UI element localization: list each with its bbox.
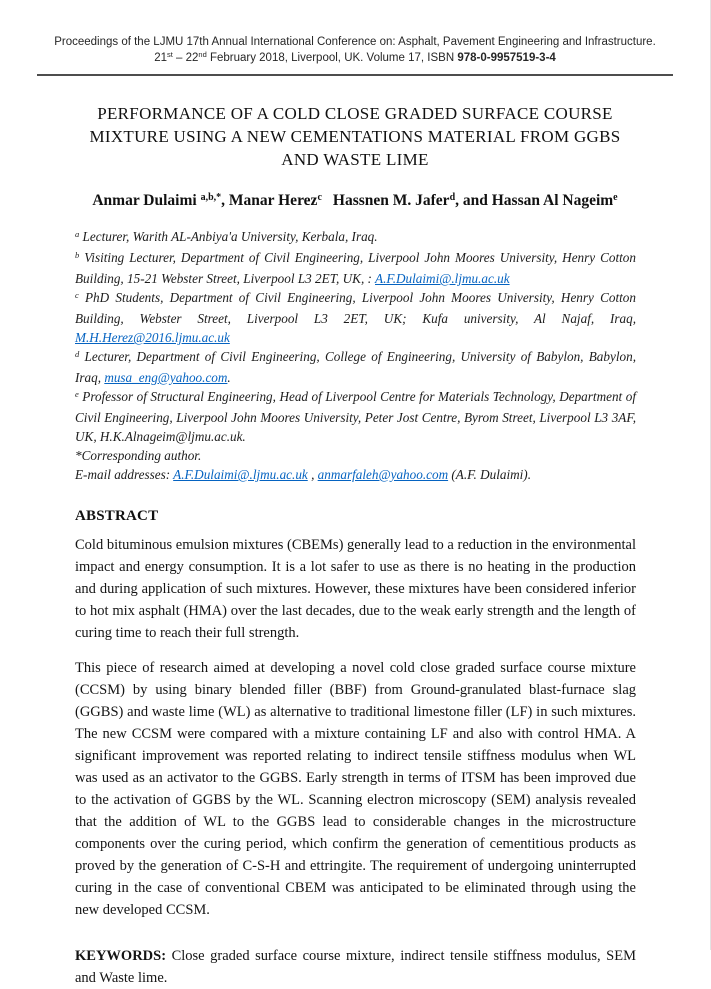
affiliation-marker: c xyxy=(75,290,79,300)
email-link[interactable]: A.F.Dulaimi@.ljmu.ac.uk xyxy=(173,467,308,482)
keywords-label: KEYWORDS: xyxy=(75,948,167,964)
affiliation-entry xyxy=(75,248,636,288)
email-link[interactable]: A.F.Dulaimi@.ljmu.ac.uk xyxy=(375,271,510,286)
affiliation-marker: a xyxy=(75,229,80,239)
author-superscript: d xyxy=(449,192,456,203)
keywords-text: Close graded surface course mixture, indirect tensile stiffness modulus, SEM and Waste lime. xyxy=(75,948,636,986)
affiliations-section xyxy=(75,227,636,484)
isbn-number: 978-0-9957519-3-4 xyxy=(457,52,556,64)
author-name: , and Hassan Al Nageim$^e$ xyxy=(455,192,618,209)
affiliation-entry xyxy=(75,227,636,248)
affiliation-entry xyxy=(75,347,636,387)
affiliation-entry xyxy=(75,288,636,347)
author-superscript: c xyxy=(317,192,322,203)
email-attribution: (A.F. Dulaimi). xyxy=(448,467,531,482)
affiliation-marker: e xyxy=(75,389,79,399)
affiliation-text: Visiting Lecturer, Department of Civil Engineering, Liverpool John Moores University, Henry Cotton Building, 15-21 Webster Street, Liverpool L3 2ET, UK, : xyxy=(75,250,636,286)
authors-line xyxy=(0,192,710,210)
email-link[interactable]: M.H.Herez@2016.ljmu.ac.uk xyxy=(75,330,230,345)
affiliation-entry xyxy=(75,387,636,446)
header-line-1: Proceedings of the LJMU 17th Annual International Conference on: Asphalt, Pavement Engineering and Infrastructure. xyxy=(54,36,656,48)
email-link[interactable]: musa_eng@yahoo.com xyxy=(104,370,228,385)
email-addresses-line: E-mail addresses: A.F.Dulaimi@.ljmu.ac.uk , anmarfaleh@yahoo.com (A.F. Dulaimi). xyxy=(75,467,531,482)
author-name: , Manar Herez$^c$ xyxy=(221,192,322,209)
ordinal-superscript: nd xyxy=(198,50,207,59)
author-name: Hassnen M. Jafer$^d$ xyxy=(332,192,456,209)
email-link[interactable]: anmarfaleh@yahoo.com xyxy=(317,467,449,482)
affiliation-marker: d xyxy=(75,349,80,359)
header-line-2: 21st – 22nd February 2018, Liverpool, UK. Volume 17, ISBN 978-0-9957519-3-4 xyxy=(154,50,556,64)
affiliation-text: . xyxy=(227,370,231,385)
page-title: PERFORMANCE OF A COLD CLOSE GRADED SURFACE COURSE MIXTURE USING A NEW CEMENTATIONS MATERIAL FROM GGBS AND WASTE LIME xyxy=(89,104,621,169)
author-superscript: a,b,* xyxy=(200,192,222,203)
abstract-paragraph-2: This piece of research aimed at developing a novel cold close graded surface course mixture (CCSM) by using binary blended filler (BBF) from Ground-granulated blast-furnace slag (GGBS) and waste lime (WL) as alternative to traditional limestone filler (LF) in such mixtures. The new CCSM were compared with a mixture containing LF and also with control HMA. A significant improvement was reported relating to indirect tensile stiffness modulus when WL was used as an activator to the GGBS. Early strength in terms of ITSM has been improved due to the activation of GGBS by the WL. Scanning electron microscopy (SEM) analysis revealed that the addition of WL to the GGBS lead to considerable changes in the microstructure components over the curing period, which confirm the generation of cementitious products as proved by the generation of C-S-H and ettringite. The requirement of undergoing uninterrupted curing in the case of conventional CBEM was anticipated to be eliminated through using the new developed CCSM. xyxy=(75,660,636,918)
author-superscript: e xyxy=(613,192,618,203)
affiliation-text: Lecturer, Warith AL-Anbiya'a University, Kerbala, Iraq. xyxy=(79,229,378,244)
affiliation-text: Professor of Structural Engineering, Head of Liverpool Centre for Materials Technology, Department of Civil Engineering, Liverpool John Moores University, Peter Jost Centre, Byrom Street, Liverpool L3 3AF, UK, H.K.Alnageim@ljmu.ac.uk. xyxy=(75,389,636,444)
author-name: Anmar Dulaimi $^{a,b,*}$ xyxy=(92,192,222,209)
abstract-paragraph-1: Cold bituminous emulsion mixtures (CBEMs) generally lead to a reduction in the environmental impact and energy consumption. It is a lot safer to use as there is no heating in the production and during application of such mixtures. However, these mixtures have been considered inferior to hot mix asphalt (HMA) over the last decades, due to the weak early strength and the length of curing time to reach their full strength. xyxy=(75,537,636,641)
email-addresses-label: E-mail addresses: xyxy=(75,467,174,482)
header-divider-rule xyxy=(37,74,673,76)
keywords-line xyxy=(75,945,636,989)
affiliation-text: Lecturer, Department of Civil Engineering, College of Engineering, University of Babylon, Babylon, Iraq, xyxy=(75,349,636,385)
affiliation-marker: b xyxy=(75,250,80,260)
corresponding-author-note: *Corresponding author. xyxy=(75,448,202,463)
affiliation-text: PhD Students, Department of Civil Engineering, Liverpool John Moores University, Henry Cotton Building, Webster Street, Liverpool L3 2ET, UK; Kufa university, Al Najaf, Iraq, xyxy=(75,290,636,326)
ordinal-superscript: st xyxy=(166,50,173,59)
abstract-heading: ABSTRACT xyxy=(75,508,159,524)
conference-header xyxy=(0,0,710,67)
